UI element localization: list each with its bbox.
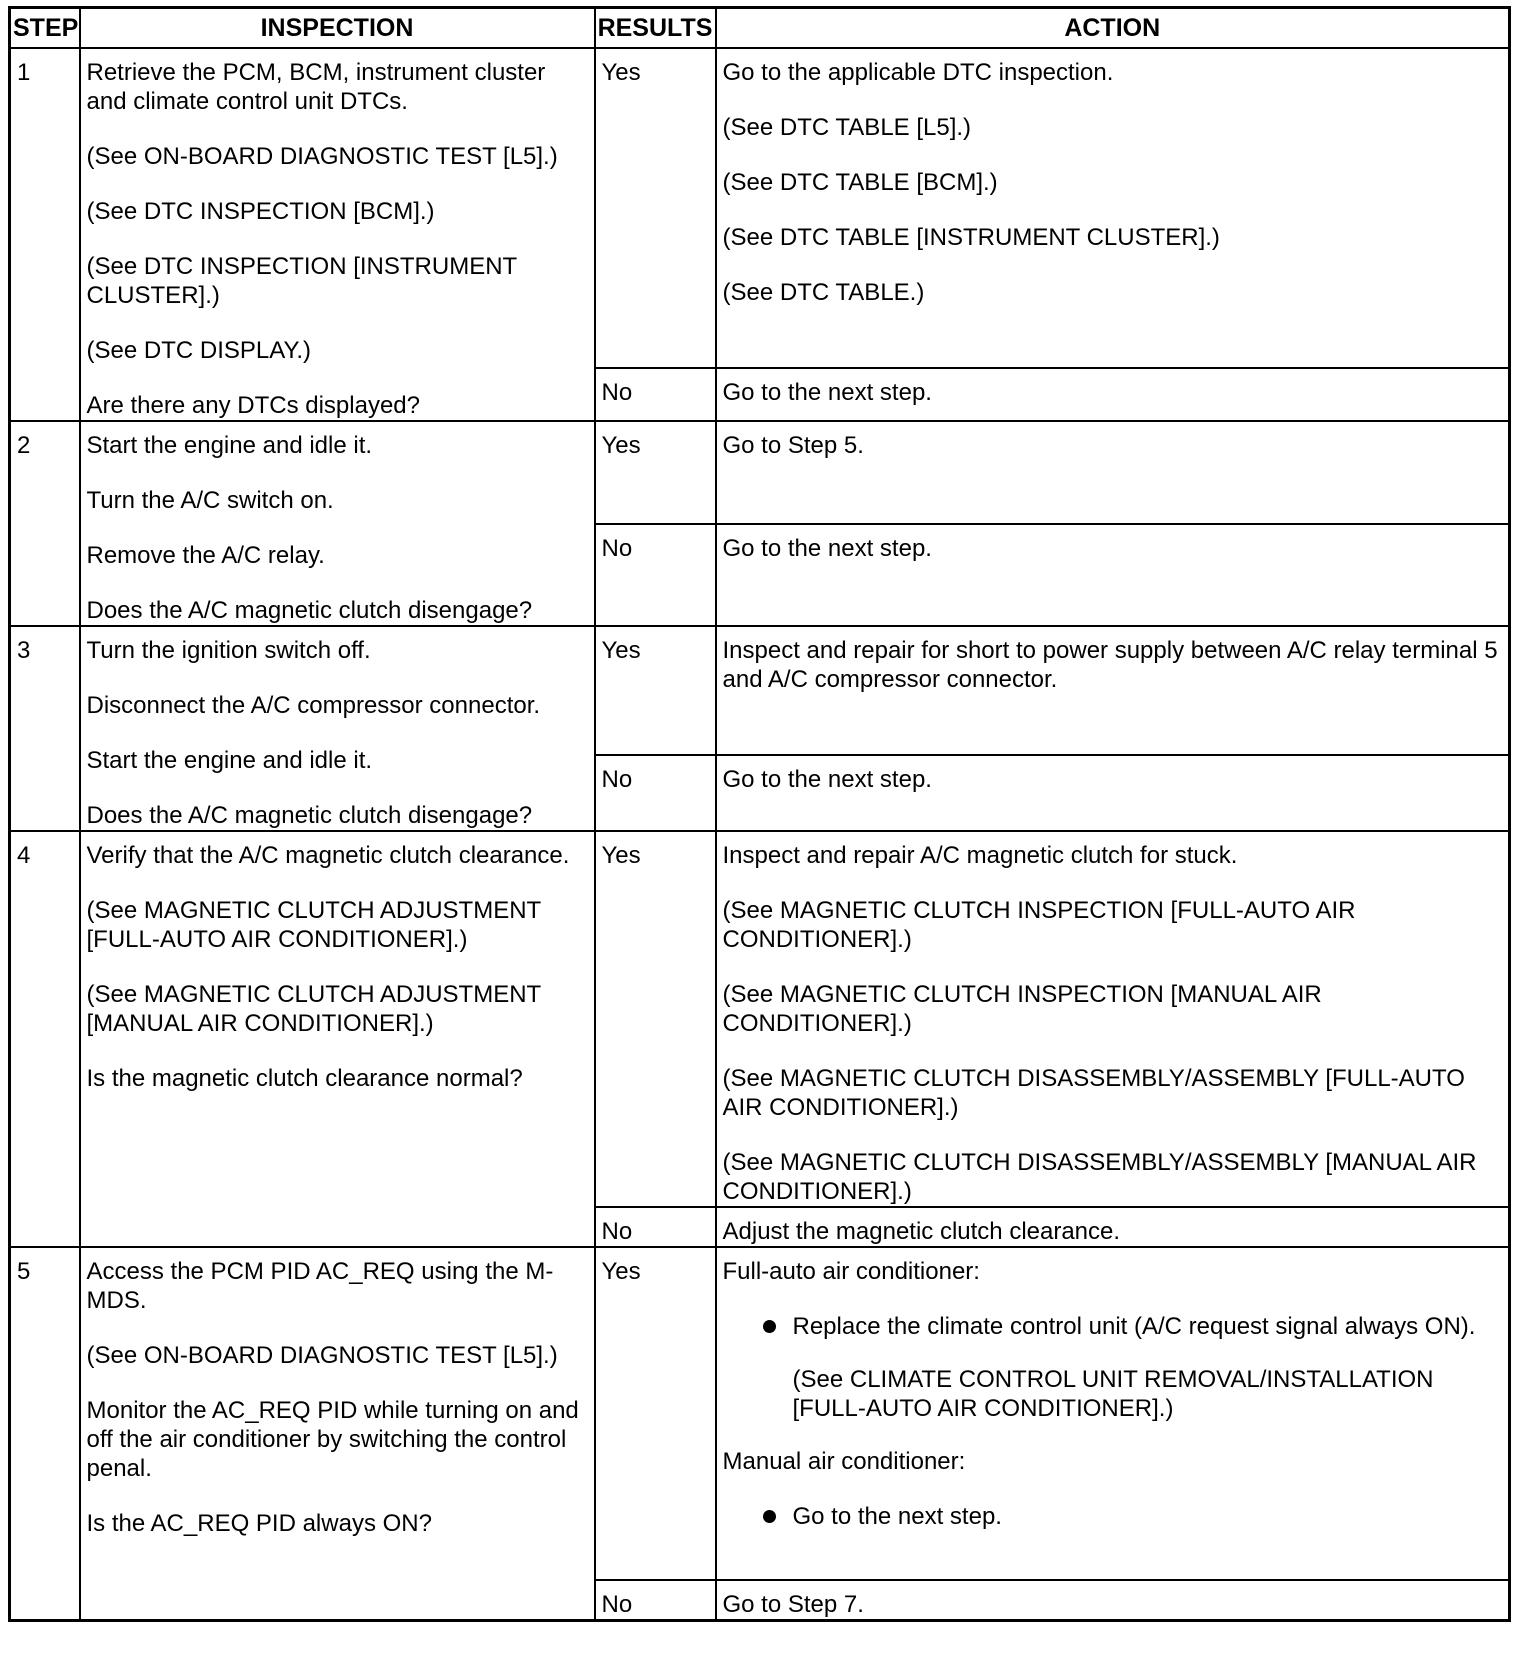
result-yes: Yes <box>595 831 716 1207</box>
step-inspection <box>80 626 595 831</box>
troubleshooting-table <box>8 6 1511 1622</box>
inspection-text: Retrieve the PCM, BCM, instrument cluster and climate control unit DTCs. <box>86 59 546 115</box>
full-auto-heading: Full-auto air conditioner: <box>722 1258 980 1285</box>
action-text: Go to Step 5. <box>722 432 864 459</box>
bullet-item <box>793 1312 1503 1423</box>
action-text: (See MAGNETIC CLUTCH INSPECTION [FULL-AUTO AIR CONDITIONER].) <box>722 897 1356 953</box>
header-action: ACTION <box>716 8 1510 49</box>
step-number: 1 <box>10 48 80 421</box>
step-4-yes-row <box>10 831 1510 1207</box>
inspection-text: (See MAGNETIC CLUTCH ADJUSTMENT [MANUAL AIR CONDITIONER].) <box>86 981 541 1037</box>
inspection-text: Verify that the A/C magnetic clutch clearance. <box>86 842 570 869</box>
step-2-yes-row <box>10 421 1510 524</box>
bullet-text: Go to the next step. <box>792 1503 1002 1530</box>
action-text: (See DTC TABLE [INSTRUMENT CLUSTER].) <box>722 224 1220 251</box>
result-no: No <box>595 1207 716 1247</box>
action-no: Go to the next step. <box>716 368 1510 421</box>
result-yes: Yes <box>595 1247 716 1580</box>
inspection-text: Turn the A/C switch on. <box>86 487 334 514</box>
result-no: No <box>595 524 716 627</box>
inspection-text: Remove the A/C relay. <box>86 542 325 569</box>
step-3-yes-row <box>10 626 1510 755</box>
step-number: 3 <box>10 626 80 831</box>
action-text: Inspect and repair A/C magnetic clutch for stuck. <box>722 842 1238 869</box>
action-no: Go to the next step. <box>716 755 1510 831</box>
inspection-text: (See DTC DISPLAY.) <box>86 337 312 364</box>
action-text: Inspect and repair for short to power supply between A/C relay terminal 5 and A/C compressor connector. <box>722 637 1498 693</box>
manual-heading: Manual air conditioner: <box>722 1448 966 1475</box>
bullet-text: Replace the climate control unit (A/C request signal always ON). <box>792 1313 1476 1340</box>
inspection-text: Turn the ignition switch off. <box>86 637 371 664</box>
inspection-text: (See DTC INSPECTION [INSTRUMENT CLUSTER].) <box>86 253 517 309</box>
inspection-text: (See ON-BOARD DIAGNOSTIC TEST [L5].) <box>86 1342 558 1369</box>
inspection-text: Start the engine and idle it. <box>86 747 373 774</box>
step-inspection <box>80 421 595 626</box>
inspection-text: (See DTC INSPECTION [BCM].) <box>86 198 435 225</box>
reference-text: (See CLIMATE CONTROL UNIT REMOVAL/INSTALLATION [FULL-AUTO AIR CONDITIONER].) <box>792 1366 1434 1422</box>
result-no: No <box>595 1580 716 1621</box>
inspection-question: Is the AC_REQ PID always ON? <box>86 1510 432 1537</box>
result-yes: Yes <box>595 626 716 755</box>
action-no: Go to the next step. <box>716 524 1510 627</box>
inspection-text: Access the PCM PID AC_REQ using the M-MDS. <box>86 1258 554 1314</box>
header-step: STEP <box>10 8 80 49</box>
action-text: (See DTC TABLE [BCM].) <box>722 169 998 196</box>
step-inspection <box>80 48 595 421</box>
action-yes <box>716 1247 1510 1580</box>
inspection-question: Is the magnetic clutch clearance normal? <box>86 1065 523 1092</box>
inspection-text: Disconnect the A/C compressor connector. <box>86 692 541 719</box>
action-text: (See MAGNETIC CLUTCH INSPECTION [MANUAL AIR CONDITIONER].) <box>722 981 1322 1037</box>
result-yes: Yes <box>595 48 716 368</box>
header-results: RESULTS <box>595 8 716 49</box>
action-yes <box>716 48 1510 368</box>
action-text: (See DTC TABLE [L5].) <box>722 114 972 141</box>
step-inspection <box>80 1247 595 1621</box>
step-number: 5 <box>10 1247 80 1621</box>
action-no: Go to Step 7. <box>716 1580 1510 1621</box>
action-yes <box>716 421 1510 524</box>
inspection-text: Monitor the AC_REQ PID while turning on and off the air conditioner by switching the control penal. <box>86 1397 579 1482</box>
step-5-yes-row <box>10 1247 1510 1580</box>
result-no: No <box>595 368 716 421</box>
action-text: (See MAGNETIC CLUTCH DISASSEMBLY/ASSEMBLY [MANUAL AIR CONDITIONER].) <box>722 1149 1477 1205</box>
action-text: Go to the applicable DTC inspection. <box>722 59 1114 86</box>
result-no: No <box>595 755 716 831</box>
header-row <box>10 8 1510 49</box>
action-yes <box>716 831 1510 1207</box>
action-text: (See MAGNETIC CLUTCH DISASSEMBLY/ASSEMBLY [FULL-AUTO AIR CONDITIONER].) <box>722 1065 1465 1121</box>
inspection-text: (See ON-BOARD DIAGNOSTIC TEST [L5].) <box>86 143 558 170</box>
step-1-yes-row <box>10 48 1510 368</box>
step-inspection <box>80 831 595 1247</box>
action-yes <box>716 626 1510 755</box>
result-yes: Yes <box>595 421 716 524</box>
full-auto-bullet-list <box>723 1312 1503 1423</box>
step-number: 2 <box>10 421 80 626</box>
bullet-item <box>793 1502 1503 1531</box>
inspection-text: Start the engine and idle it. <box>86 432 373 459</box>
inspection-question: Does the A/C magnetic clutch disengage? <box>86 597 533 624</box>
inspection-question: Does the A/C magnetic clutch disengage? <box>86 802 533 829</box>
action-text: (See DTC TABLE.) <box>722 279 925 306</box>
action-no: Adjust the magnetic clutch clearance. <box>716 1207 1510 1247</box>
header-inspection: INSPECTION <box>80 8 595 49</box>
inspection-question: Are there any DTCs displayed? <box>86 392 420 419</box>
step-number: 4 <box>10 831 80 1247</box>
inspection-text: (See MAGNETIC CLUTCH ADJUSTMENT [FULL-AUTO AIR CONDITIONER].) <box>86 897 541 953</box>
manual-bullet-list <box>723 1502 1503 1531</box>
